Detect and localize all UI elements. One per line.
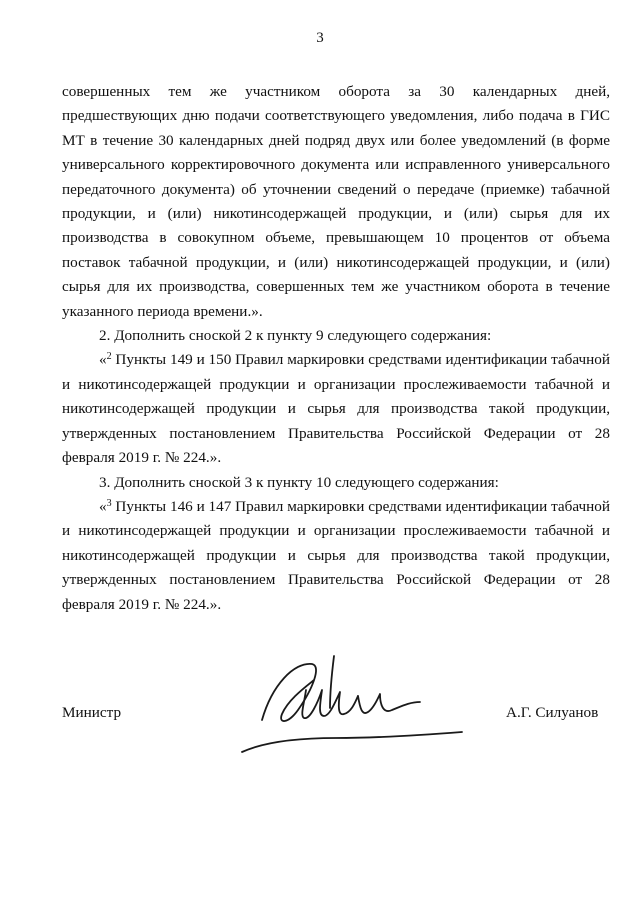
signer-position: Министр bbox=[62, 704, 122, 721]
paragraph-continuation: совершенных тем же участником оборота за 30 календарных дней, предшествующих дню подачи соответствующего уведомления, либо подача в ГИС МТ в течение 30 календарных дней подряд двух или более уведомлений (в форме универсального корректировочного документа или исправленного универсального передаточного документа) об уточнении сведений о передаче (приемке) табачной продукции, и (или) никотинсодержащей продукции, и (или) сырья для их производства в совокупном объеме, превышающем 10 процентов от объема поставок табачной продукции, и (или) никотинсодержащей продукции, и (или) сырья для их производства, совершенных тем же участником оборота в течение указанного периода времени.». bbox=[62, 83, 610, 320]
page-number: 3 bbox=[316, 30, 324, 46]
footnote-2-body: Пункты 149 и 150 Правил маркировки средствами идентификации табачной и никотинсодержащей продукции и организации прослеживаемости табачной и никотинсодержащей продукции и сырья для производства такой продукции, утвержденных постановлением Правительства Российской Федерации от 28 февраля 2019 г. № 224.». bbox=[62, 351, 610, 467]
footnote-mark-3: 3 bbox=[106, 497, 112, 509]
item-2-footnote-text bbox=[62, 348, 610, 470]
item-3-heading: 3. Дополнить сноской 3 к пункту 10 следующего содержания: bbox=[99, 473, 499, 491]
footnote-3-body: Пункты 146 и 147 Правил маркировки средствами идентификации табачной и никотинсодержащей продукции и организации прослеживаемости табачной и никотинсодержащей продукции и сырья для производства такой продукции, утвержденных постановлением Правительства Российской Федерации от 28 февраля 2019 г. № 224.». bbox=[62, 497, 610, 613]
item-3-footnote-text bbox=[62, 495, 610, 617]
open-quote: « bbox=[99, 497, 107, 515]
document-body bbox=[62, 80, 610, 617]
signature-block bbox=[0, 650, 640, 770]
open-quote: « bbox=[99, 351, 107, 369]
item-2-heading: 2. Дополнить сноской 2 к пункту 9 следующего содержания: bbox=[99, 327, 492, 345]
signer-name: А.Г. Силуанов bbox=[506, 704, 599, 721]
footnote-mark-2: 2 bbox=[106, 351, 112, 363]
handwritten-signature bbox=[234, 650, 474, 770]
